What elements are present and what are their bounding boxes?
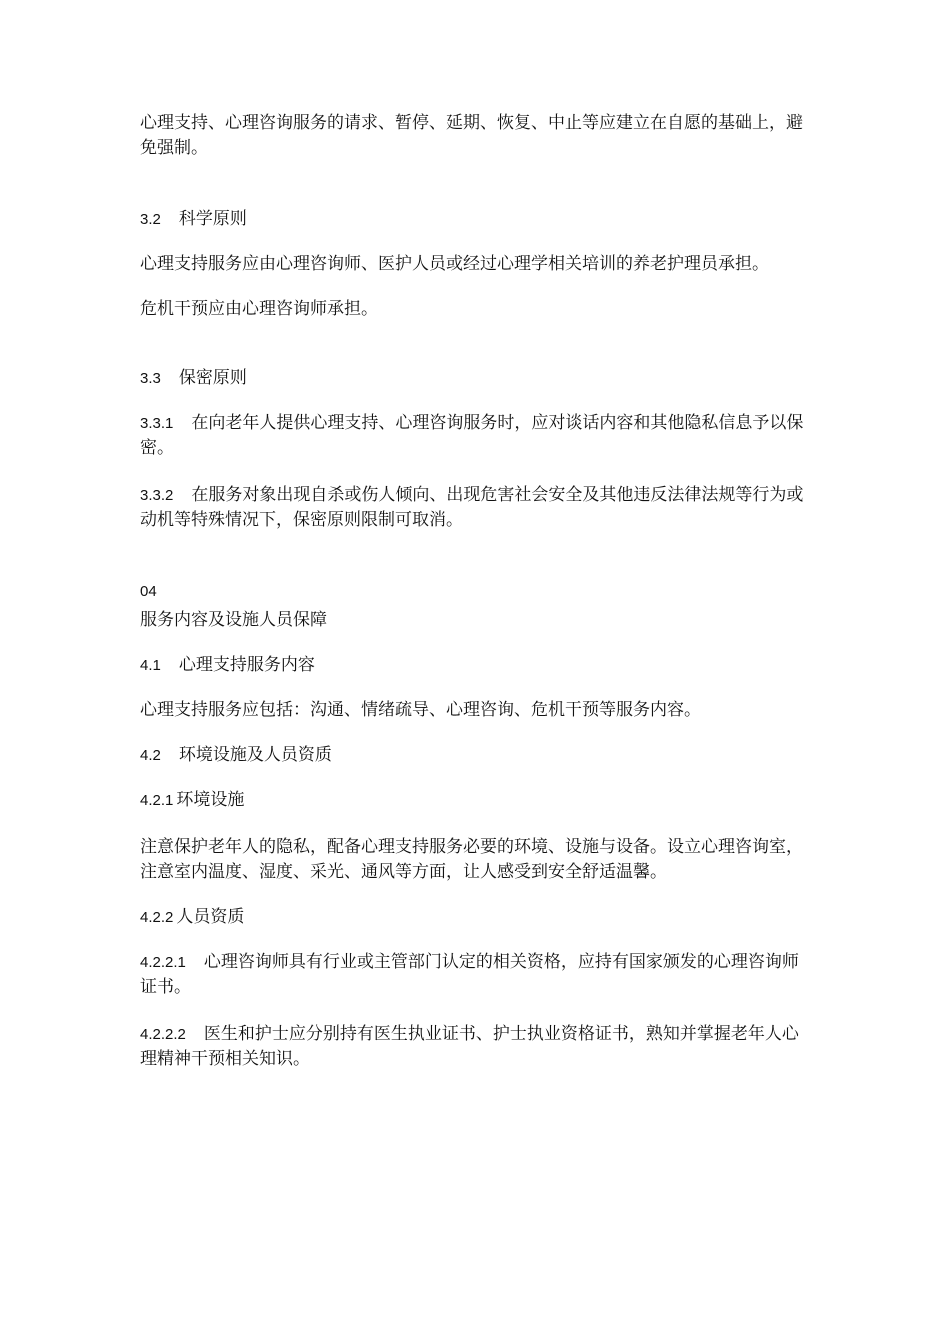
chapter-title: 服务内容及设施人员保障 [140,610,327,630]
clause-number: 4.2.2.1 [140,954,186,971]
clause-text: 在服务对象出现自杀或伤人倾向、出现危害社会安全及其他违反法律法规等行为或动机等特殊情况下，保密原则限制可取消。 [140,485,804,530]
section-heading-4-2 [140,743,812,768]
clause-4-2-2-2 [140,1022,812,1072]
section-number: 4.1 [140,657,161,674]
document-body [140,111,812,1072]
clause-number: 4.2.2.2 [140,1026,186,1043]
section-title: 科学原则 [178,209,247,229]
section-number: 4.2 [140,747,161,764]
clause-number: 3.3.1 [140,415,174,432]
section-title: 保密原则 [178,368,247,388]
section-number: 4.2.2 [140,909,174,926]
section-heading-3-2 [140,207,812,232]
section-title: 人员资质 [176,907,245,927]
paragraph-support-staff: 心理支持服务应由心理咨询师、医护人员或经过心理学相关培训的养老护理员承担。 [140,254,769,274]
section-heading-4-1 [140,653,812,678]
paragraph-crisis-intervention: 危机干预应由心理咨询师承担。 [140,299,378,319]
paragraph-service-content: 心理支持服务应包括：沟通、情绪疏导、心理咨询、危机干预等服务内容。 [140,700,701,720]
section-heading-4-2-1 [140,788,812,813]
section-title: 环境设施 [176,790,245,810]
clause-3-3-2 [140,483,812,533]
clause-4-2-2-1 [140,950,812,1000]
paragraph-environment: 注意保护老年人的隐私，配备心理支持服务必要的环境、设施与设备。设立心理咨询室，注意室内温度、湿度、采光、通风等方面，让人感受到安全舒适温馨。 [140,837,803,882]
section-title: 环境设施及人员资质 [178,745,332,765]
clause-text: 心理咨询师具有行业或主管部门认定的相关资格，应持有国家颁发的心理咨询师证书。 [140,952,799,997]
paragraph-voluntary: 心理支持、心理咨询服务的请求、暂停、延期、恢复、中止等应建立在自愿的基础上，避免强制。 [140,113,803,158]
chapter-number-text: 04 [140,583,157,600]
clause-3-3-1 [140,411,812,461]
section-title: 心理支持服务内容 [178,655,315,675]
section-heading-4-2-2 [140,905,812,930]
chapter-number [140,579,812,604]
section-number: 3.2 [140,211,161,228]
section-number: 3.3 [140,370,161,387]
section-number: 4.2.1 [140,792,174,809]
clause-number: 3.3.2 [140,487,174,504]
clause-text: 医生和护士应分别持有医生执业证书、护士执业资格证书，熟知并掌握老年人心理精神干预相关知识。 [140,1024,799,1069]
clause-text: 在向老年人提供心理支持、心理咨询服务时，应对谈话内容和其他隐私信息予以保密。 [140,413,804,458]
section-heading-3-3 [140,366,812,391]
